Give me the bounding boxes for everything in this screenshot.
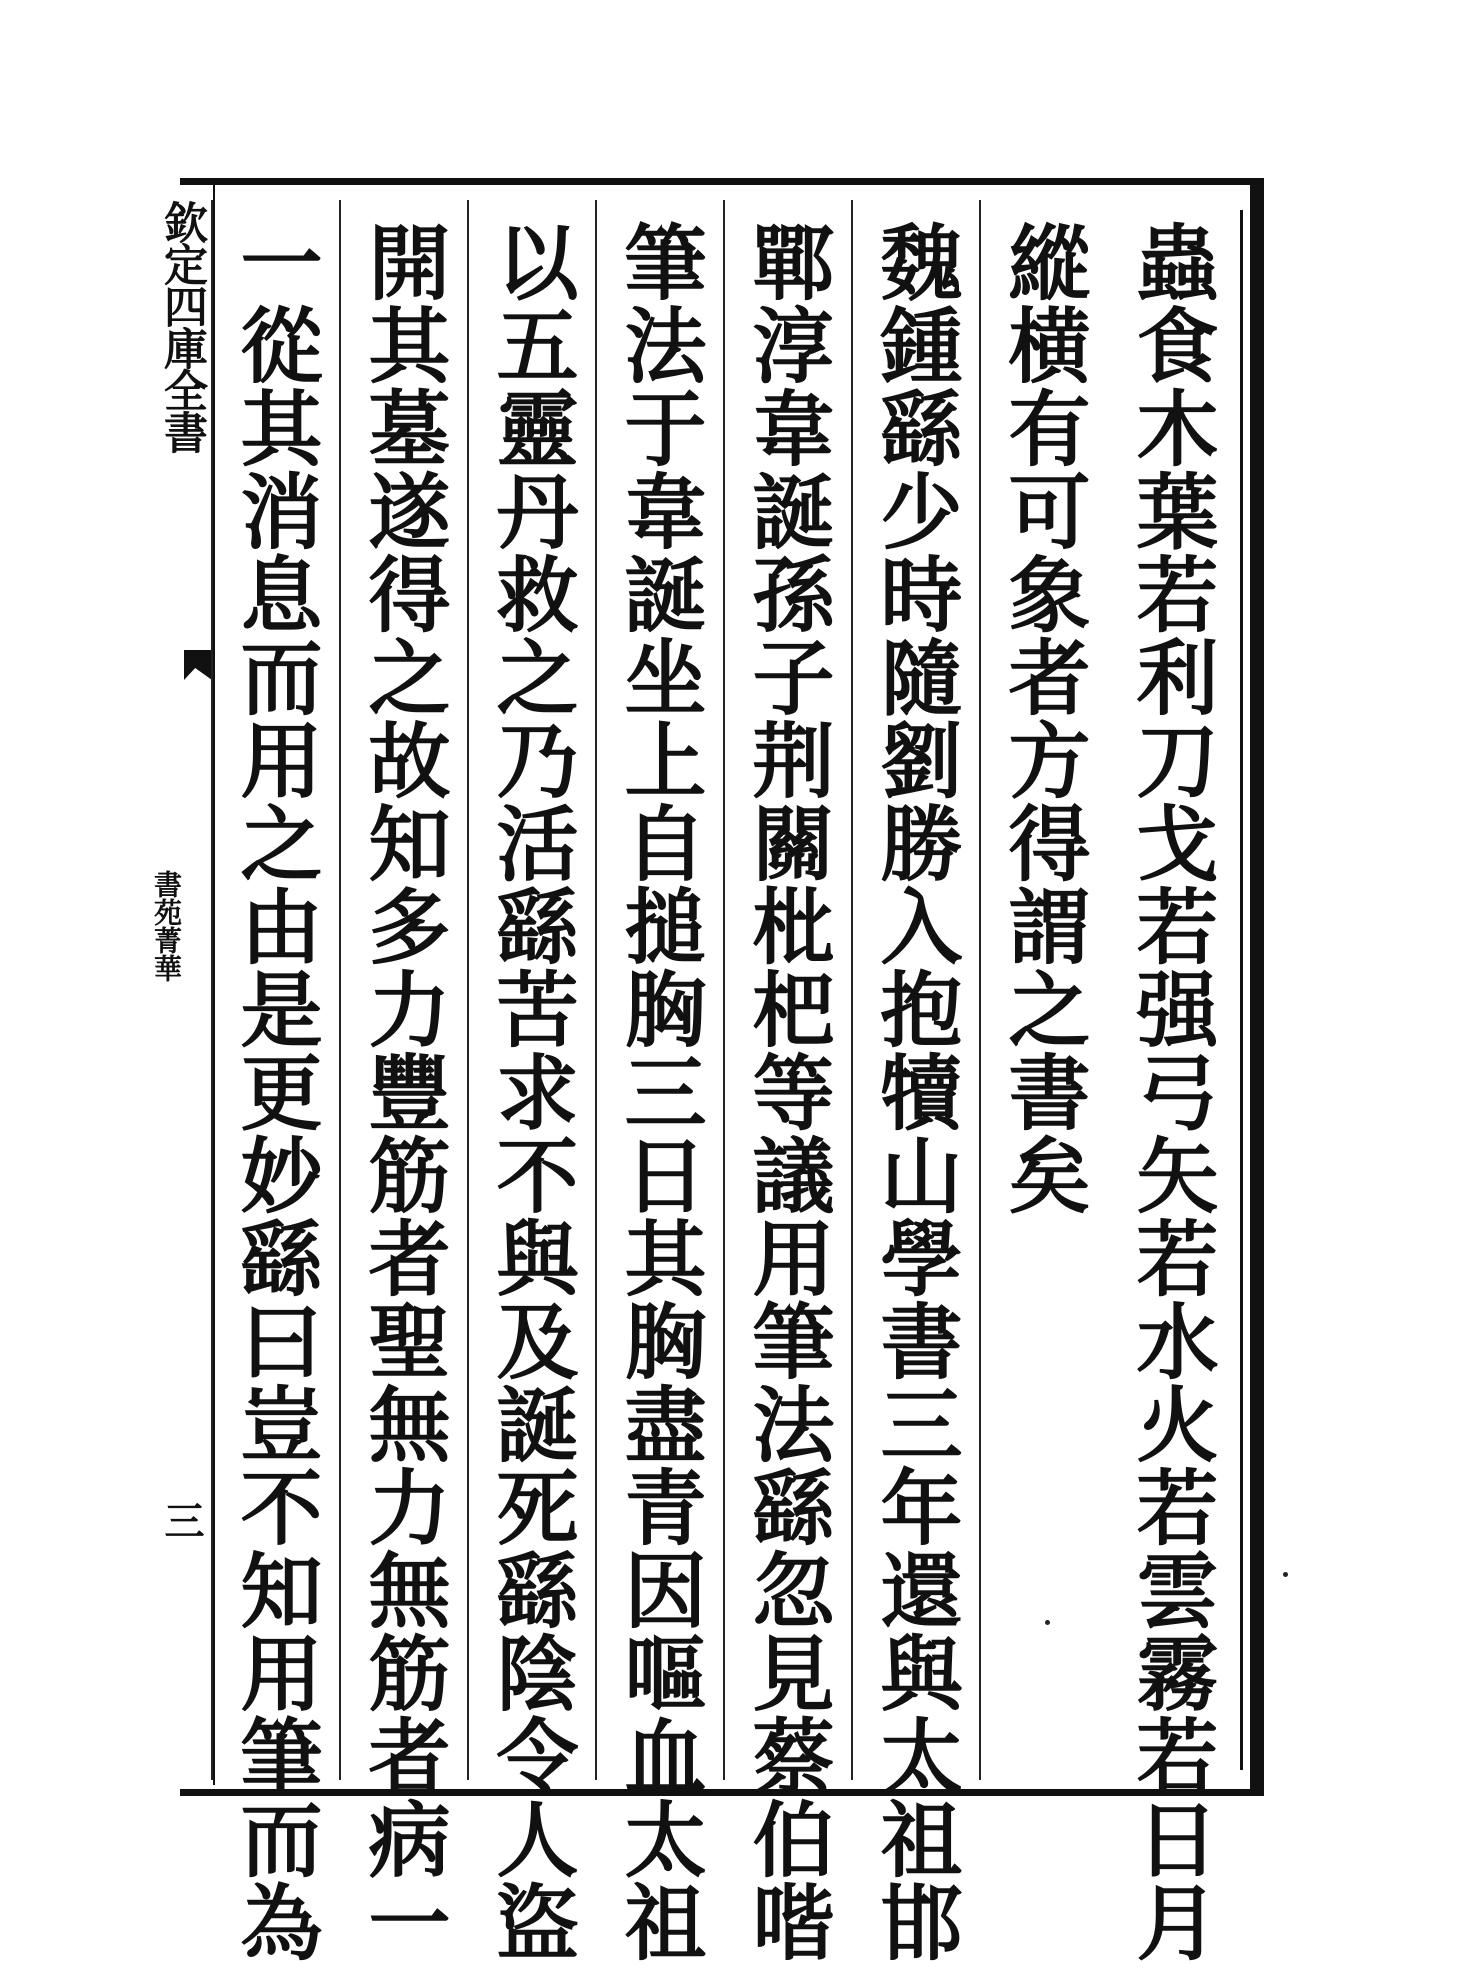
text-block [215, 200, 1235, 1963]
ink-speck [1283, 1572, 1288, 1577]
column-text: 筆法于韋誕坐上自搥胸三日其胸盡青因嘔血太祖 [611, 220, 707, 1963]
column-text: 鄲淳韋誕孫子荆關枇杷等議用筆法繇忽見蔡伯喈 [739, 220, 835, 1963]
frame-right-border [1250, 178, 1264, 1796]
column-text: 縱横有可象者方得謂之書矣 [995, 220, 1091, 1216]
text-column [467, 200, 595, 1963]
column-text: 蟲食木葉若利刀戈若强弓矢若水火若雲霧若日月 [1123, 220, 1219, 1963]
margin-collection-title: 欽定四庫全書 [156, 200, 207, 452]
column-text: 以五靈丹救之乃活繇苦求不與及誕死繇陰令人盜 [483, 220, 579, 1963]
frame-right-inner-rule [1240, 210, 1243, 1770]
text-column [1107, 200, 1235, 1963]
column-text: 魏鍾繇少時隨劉勝入抱犢山學書三年還與太祖邯 [867, 220, 963, 1963]
ink-speck [1045, 1620, 1050, 1625]
text-column [851, 200, 979, 1963]
column-text: 一從其消息而用之由是更妙繇曰豈不知用筆而為 [227, 220, 323, 1963]
margin-book-title: 書苑菁華 [150, 870, 183, 982]
column-text: 開其墓遂得之故知多力豐筋者聖無力無筋者病一 [355, 220, 451, 1963]
text-column [211, 200, 339, 1963]
margin-page-number: 三 [158, 1500, 205, 1540]
text-column [979, 200, 1107, 1780]
text-column [723, 200, 851, 1963]
text-column [339, 200, 467, 1963]
text-column [595, 200, 723, 1963]
